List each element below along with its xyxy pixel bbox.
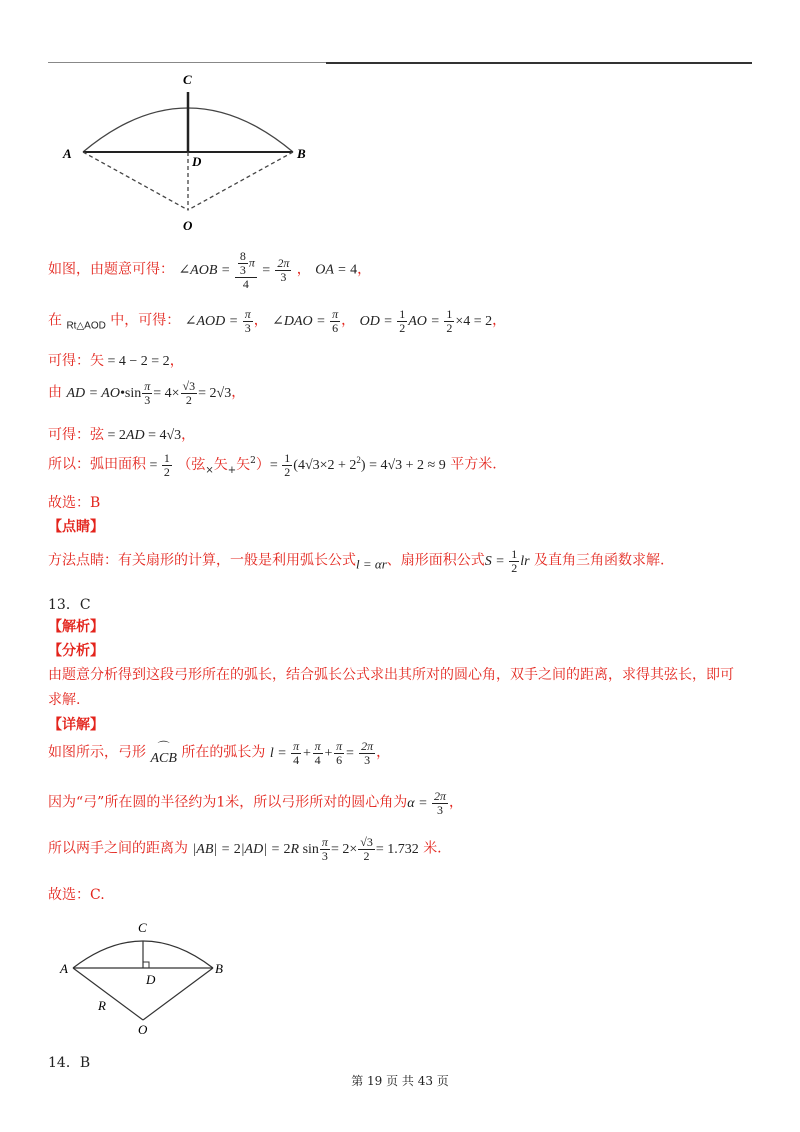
label-a-2: A bbox=[60, 961, 68, 976]
label-c: C bbox=[183, 72, 192, 87]
heading-jiexi: 【解析】 bbox=[48, 619, 104, 635]
question-14: 14．B bbox=[48, 1055, 91, 1071]
line-1: 如图，由题意可得： ∠AOB = $\frac{8}{3}$ π 4 = $\frac{2\pi}{3}$ ， OA = 4， bbox=[48, 249, 372, 291]
right-angle-mark bbox=[143, 962, 149, 968]
label-b: B bbox=[297, 146, 306, 161]
line-2: 在 $_{Rt\triangle AOD}$ 中，可得： ∠AOD = $\frac{\pi}{3}$ ， ∠DAO = $\frac{\pi}{6}$ ， OD = $\frac{1}{2}$ AO = $\frac{1}{2}$ ×4 = 2， bbox=[48, 307, 507, 335]
para-analysis-1: 由题意分析得到这段弓形所在的弧长，结合弧长公式求出其所对的圆心角，双手之间的距离，求得其弦长，即可 bbox=[48, 667, 734, 683]
label-d-2: D bbox=[146, 972, 156, 987]
segment-ao-2 bbox=[73, 968, 143, 1020]
line-p3: 如图所示，弓形 ⌒ ACB 所在的弧长为 l = $\frac{\pi}{4}$ + $\frac{\pi}{4}$ + $\frac{\pi}{6}$ = $\frac{2\pi}{3}$ ， bbox=[48, 739, 391, 767]
line-3: 可得：矢 = 4 − 2 = 2， bbox=[48, 353, 184, 369]
line-p4: 因为“弓”所在圆的半径约为1米，所以弓形所对的圆心角为α = $\frac{2\pi}{3}$ ， bbox=[48, 789, 464, 817]
line-p5: 所以两手之间的距离为 |AB| = 2|AD| = 2R sin $\frac{\pi}{3}$ = 2× $\frac{√3}{2}$ = 1.732 米. bbox=[48, 835, 442, 863]
page-footer: 第 19 页 共 43 页 bbox=[351, 1074, 449, 1088]
answer-13: 故选：C. bbox=[48, 887, 105, 903]
line-5: 可得：弦 = 2AD = 4√3， bbox=[48, 427, 196, 443]
label-r-2: R bbox=[98, 998, 106, 1013]
question-13: 13．C bbox=[48, 597, 91, 613]
heading-xiangjie: 【详解】 bbox=[48, 717, 104, 733]
figure-sector-1 bbox=[55, 70, 325, 235]
header-rule-thick bbox=[326, 62, 752, 64]
line-9: 方法点睛：有关扇形的计算，一般是利用弧长公式l = αr、扇形面积公式S = $\frac{1}{2}$ lr 及直角三角函数求解. bbox=[48, 547, 665, 575]
line-6: 所以：弧田面积 = $\frac{1}{2}$ （弦$_\times$矢$_+$矢$^2$）= $\frac{1}{2}$ $(4√3\times 2 + 2^2) = 4√3 + 2 \approx 9$ 平方米. bbox=[48, 451, 497, 479]
label-d: D bbox=[192, 154, 202, 169]
segment-bo bbox=[188, 152, 293, 210]
label-c-2: C bbox=[138, 920, 147, 935]
para-analysis-2: 求解. bbox=[48, 692, 81, 708]
answer-12: 故选：B bbox=[48, 495, 101, 511]
line-4: 由 AD = AO•sin $\frac{\pi}{3}$ = 4× $\frac{√3}{2}$ = 2√3， bbox=[48, 379, 246, 407]
heading-fenxi: 【分析】 bbox=[48, 643, 104, 659]
label-o: O bbox=[183, 218, 193, 233]
segment-ao bbox=[83, 152, 188, 210]
heading-dianjing: 【点睛】 bbox=[48, 519, 104, 535]
figure-sector-2 bbox=[58, 918, 238, 1038]
label-b-2: B bbox=[215, 961, 223, 976]
label-a: A bbox=[63, 146, 72, 161]
label-o-2: O bbox=[138, 1022, 148, 1037]
